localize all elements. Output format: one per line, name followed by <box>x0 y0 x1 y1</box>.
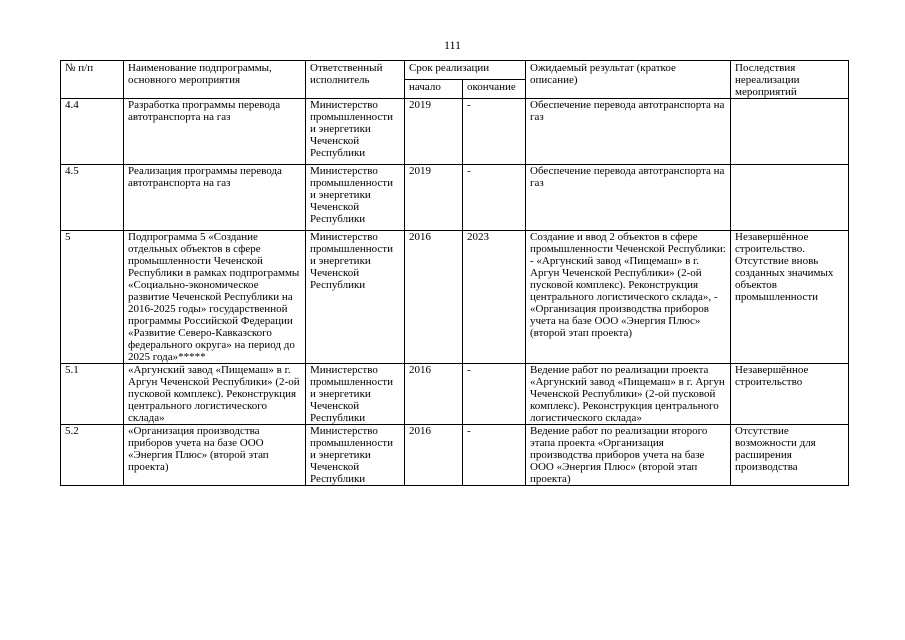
row-end: 2023 <box>463 231 526 364</box>
row-name: Разработка программы перевода автотранспорта на газ <box>124 99 306 165</box>
row-consequences <box>731 165 849 231</box>
table-row <box>61 231 849 364</box>
row-name: «Организация производства приборов учета на базе ООО «Энергия Плюс» (второй этап проекта) <box>124 425 306 486</box>
header-responsible: Ответственный исполнитель <box>306 61 405 99</box>
row-start: 2019 <box>405 165 463 231</box>
table-row <box>61 425 849 486</box>
row-start: 2016 <box>405 231 463 364</box>
row-result: Обеспечение перевода автотранспорта на газ <box>526 99 731 165</box>
row-end: - <box>463 364 526 425</box>
row-end: - <box>463 425 526 486</box>
row-result: Ведение работ по реализации проекта «Аргунский завод «Пищемаш» в г. Аргун Чеченской Республики» (2-ой пусковой комплекс). Реконструкция центрального логистического склада» <box>526 364 731 425</box>
row-result: Обеспечение перевода автотранспорта на газ <box>526 165 731 231</box>
row-num: 5.1 <box>61 364 124 425</box>
row-start: 2016 <box>405 364 463 425</box>
row-end: - <box>463 165 526 231</box>
header-row <box>61 61 849 80</box>
row-num: 5 <box>61 231 124 364</box>
table-row <box>61 165 849 231</box>
header-name: Наименование подпрограммы, основного мероприятия <box>124 61 306 99</box>
header-consequences: Последствия нереализации мероприятий <box>731 61 849 99</box>
header-num: № п/п <box>61 61 124 99</box>
row-start: 2019 <box>405 99 463 165</box>
row-name: Подпрограмма 5 «Создание отдельных объектов в сфере промышленности Чеченской Республики в рамках подпрограммы «Социально-экономическое развитие Чеченской Республики на 2016-2025 годы» государственной программы Российской Федерации «Развитие Северо-Кавказского федерального округа» на период до 2025 года»***** <box>124 231 306 364</box>
header-result: Ожидаемый результат (краткое описание) <box>526 61 731 99</box>
row-responsible: Министерство промышленности и энергетики Чеченской Республики <box>306 364 405 425</box>
table-row <box>61 99 849 165</box>
row-consequences <box>731 99 849 165</box>
row-num: 4.4 <box>61 99 124 165</box>
page-number: 111 <box>443 38 462 52</box>
row-end: - <box>463 99 526 165</box>
row-consequences: Отсутствие возможности для расширения производства <box>731 425 849 486</box>
row-responsible: Министерство промышленности и энергетики Чеченской Республики <box>306 231 405 364</box>
row-result: Ведение работ по реализации второго этапа проекта «Организация производства приборов учета на базе ООО «Энергия Плюс» (второй этап проекта) <box>526 425 731 486</box>
row-num: 4.5 <box>61 165 124 231</box>
row-consequences: Незавершённое строительство. Отсутствие вновь созданных значимых объектов промышленности <box>731 231 849 364</box>
row-responsible: Министерство промышленности и энергетики Чеченской Республики <box>306 425 405 486</box>
header-end: окончание <box>463 80 526 99</box>
row-start: 2016 <box>405 425 463 486</box>
row-name: Реализация программы перевода автотранспорта на газ <box>124 165 306 231</box>
row-num: 5.2 <box>61 425 124 486</box>
row-consequences: Незавершённое строительство <box>731 364 849 425</box>
row-responsible: Министерство промышленности и энергетики Чеченской Республики <box>306 165 405 231</box>
table-row <box>61 364 849 425</box>
row-result: Создание и ввод 2 объектов в сфере промышленности Чеченской Республики: - «Аргунский завод «Пищемаш» в г. Аргун Чеченской Республики» (2-ой пусковой комплекс). Реконструкция центрального логистического склада», - «Организация производства приборов учета на базе ООО «Энергия Плюс» (второй этап проекта) <box>526 231 731 364</box>
header-term: Срок реализации <box>405 61 526 80</box>
header-start: начало <box>405 80 463 99</box>
row-name: «Аргунский завод «Пищемаш» в г. Аргун Чеченской Республики» (2-ой пусковой комплекс). Реконструкция центрального логистического склада» <box>124 364 306 425</box>
program-table <box>60 60 849 486</box>
row-responsible: Министерство промышленности и энергетики Чеченской Республики <box>306 99 405 165</box>
